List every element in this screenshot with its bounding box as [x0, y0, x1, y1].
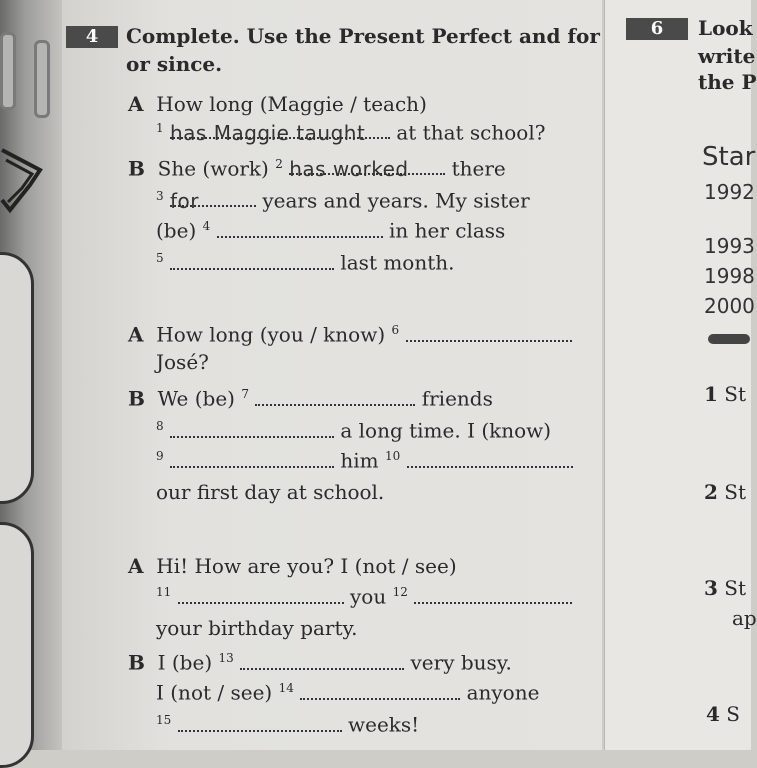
- dialog3-party-line: your birthday party.: [156, 616, 358, 640]
- exercise6-number-badge: 6: [626, 18, 688, 40]
- exercise6-item-3: 3 St: [704, 576, 747, 600]
- answer-blank-14[interactable]: [300, 684, 460, 700]
- answer-blank-1[interactable]: has Maggie taught: [170, 123, 390, 139]
- binder-ring: [0, 32, 16, 110]
- right-workbook-page: [604, 0, 751, 750]
- blank-11-line: $^{11}$ you $^{12}$: [156, 586, 572, 607]
- answer-blank-7[interactable]: [255, 390, 415, 406]
- exercise6-item-1: 1 St: [704, 382, 747, 406]
- answer-blank-2[interactable]: has worked: [289, 159, 445, 175]
- blank-14-line: I (not / see) $^{14}$ anyone: [156, 680, 540, 705]
- answer-blank-6[interactable]: [406, 326, 572, 342]
- blank-4-line: (be) $^4$ in her class: [156, 218, 506, 243]
- answer-blank-3[interactable]: for: [170, 191, 256, 207]
- answer-blank-4[interactable]: [217, 222, 383, 238]
- exercise6-title-line3: the P: [698, 70, 757, 94]
- answer-blank-13[interactable]: [240, 654, 404, 670]
- dialog2-b-line: B We (be) $^7$ friends: [128, 386, 493, 411]
- dialog1-b-line: B She (work) $^2$ has worked there: [128, 156, 506, 181]
- dialog3-b-line: B I (be) $^{13}$ very busy.: [128, 650, 512, 675]
- blank-5-line: $^5$ last month.: [156, 250, 455, 275]
- handwritten-start: Star: [702, 142, 756, 172]
- answer-blank-11[interactable]: [178, 588, 344, 604]
- year-1992: 1992: [704, 180, 755, 204]
- answer-blank-15[interactable]: [178, 716, 342, 732]
- exercise6-title-line2: write: [698, 44, 756, 68]
- blank-15-line: $^{15}$ weeks!: [156, 712, 420, 737]
- blank-8-line: $^8$ a long time. I (know): [156, 418, 552, 443]
- blank-9-line: $^9$ him $^{10}$: [156, 450, 573, 471]
- exercise6-fragment: ap: [732, 606, 757, 630]
- dialog2-a-line: A How long (you / know) $^6$: [128, 324, 572, 345]
- year-2000: 2000: [704, 294, 755, 318]
- margin-box: [0, 522, 34, 768]
- checkmark-icon: [0, 140, 48, 220]
- answer-blank-5[interactable]: [170, 254, 334, 270]
- blank-3-line: $^3$ for years and years. My sister: [156, 188, 530, 213]
- dialog2-school-line: our first day at school.: [156, 480, 385, 504]
- year-1998: 1998: [704, 264, 755, 288]
- exercise6-title-line1: Look: [698, 16, 753, 40]
- exercise-title-line2: or since.: [126, 52, 223, 76]
- blank-1-line: $^1$ has Maggie taught at that school?: [156, 120, 546, 145]
- exercise-title: Complete. Use the Present Perfect and for: [126, 24, 600, 48]
- exercise6-item-4: 4 S: [706, 702, 740, 726]
- answer-blank-9[interactable]: [170, 452, 334, 468]
- dialog3-a-line: A Hi! How are you? I (not / see): [128, 554, 457, 578]
- year-1993: 1993: [704, 234, 755, 258]
- binder-ring: [34, 40, 50, 118]
- exercise-number-badge: 4: [66, 26, 118, 48]
- ink-mark: [708, 334, 750, 344]
- margin-box: [0, 252, 34, 504]
- dialog1-a-line: A How long (Maggie / teach): [128, 92, 427, 116]
- dialog2-jose: José?: [156, 350, 209, 374]
- exercise6-item-2: 2 St: [704, 480, 747, 504]
- answer-blank-10[interactable]: [407, 452, 573, 468]
- answer-blank-8[interactable]: [170, 422, 334, 438]
- answer-blank-12[interactable]: [414, 588, 572, 604]
